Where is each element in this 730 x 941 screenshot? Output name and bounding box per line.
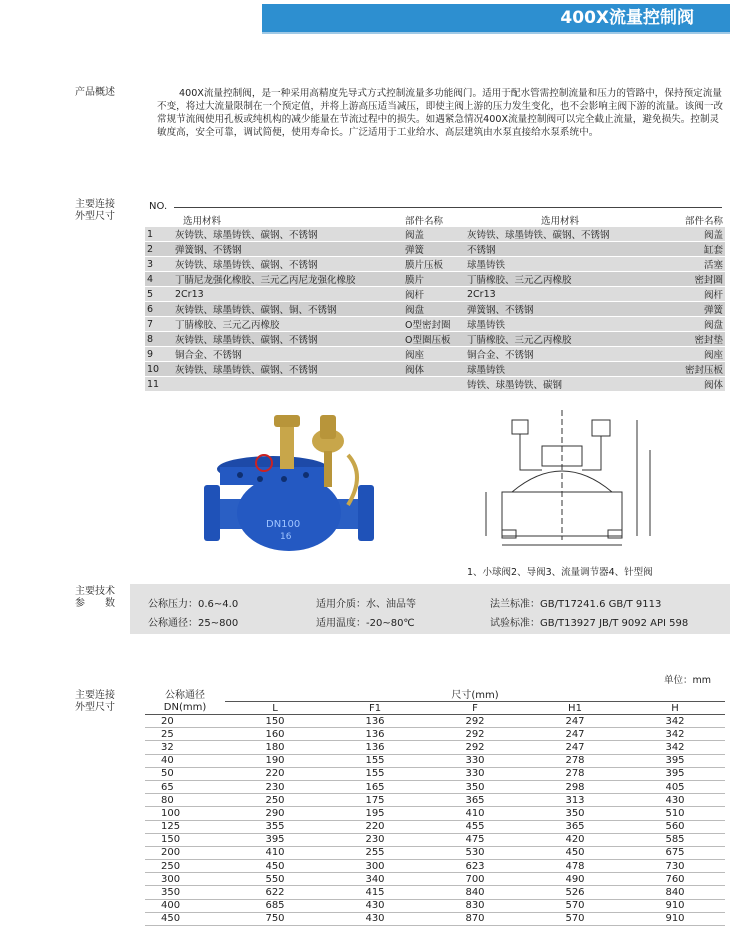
dimensions-cell: 342 <box>625 741 725 754</box>
dimensions-header-row-2 <box>145 702 725 715</box>
materials-cell: 11 <box>145 377 173 392</box>
materials-cell: 球墨铸铁 <box>465 362 655 377</box>
specs-label-line1: 主要技术 <box>75 586 115 597</box>
dimensions-cell: 430 <box>325 899 425 912</box>
dimensions-cell: 430 <box>325 912 425 925</box>
dimensions-cell: 160 <box>225 728 325 741</box>
dimensions-row <box>145 754 725 767</box>
dimensions-row <box>145 807 725 820</box>
materials-cell: 球墨铸铁 <box>465 317 655 332</box>
dimensions-row <box>145 741 725 754</box>
materials-header-row <box>145 213 725 227</box>
dimensions-cell: 278 <box>525 754 625 767</box>
specs-panel <box>130 584 730 634</box>
dimensions-cell: 415 <box>325 886 425 899</box>
dimensions-cell: 80 <box>145 794 225 807</box>
valve-body-illustration <box>204 415 374 551</box>
dimensions-cell: 330 <box>425 754 525 767</box>
materials-header-part-a: 部件名称 <box>405 216 444 227</box>
dimensions-cell: 675 <box>625 846 725 859</box>
col-header-F: F <box>472 702 478 714</box>
materials-header-material-a: 选用材料 <box>183 216 222 227</box>
dimensions-cell: 300 <box>325 860 425 873</box>
dimensions-cell: 150 <box>225 715 325 728</box>
materials-header-part-b: 部件名称 <box>684 216 723 227</box>
dimensions-cell: 200 <box>145 846 225 859</box>
materials-cell: 2Cr13 <box>465 287 655 302</box>
dimensions-cell: 50 <box>145 767 225 780</box>
materials-cell: 丁腈尼龙强化橡胶、三元乙丙尼龙强化橡胶 <box>173 272 403 287</box>
dimensions-cell: 155 <box>325 754 425 767</box>
materials-row <box>145 347 725 362</box>
dimensions-cell: 365 <box>425 794 525 807</box>
dimensions-cell: 365 <box>525 820 625 833</box>
materials-cell: 铜合金、不锈钢 <box>465 347 655 362</box>
dimensions-cell: 298 <box>525 780 625 793</box>
materials-cell: 密封垫 <box>655 332 725 347</box>
materials-cell: 膜片 <box>403 272 465 287</box>
dimensions-cell: 125 <box>145 820 225 833</box>
dimensions-cell: 330 <box>425 767 525 780</box>
materials-cell: 8 <box>145 332 173 347</box>
spec-diameter: 公称通径：25~800 <box>148 618 239 629</box>
materials-cell: 密封压板 <box>655 362 725 377</box>
dimensions-cell: 300 <box>145 873 225 886</box>
dimensions-cell: 150 <box>145 833 225 846</box>
materials-cell: O型圈压板 <box>403 332 465 347</box>
spec-medium: 适用介质：水、油品等 <box>316 599 416 610</box>
dimensions-cell: 313 <box>525 794 625 807</box>
dimensions-cell: 395 <box>625 754 725 767</box>
dimensions-cell: 136 <box>325 715 425 728</box>
materials-cell: 不锈钢 <box>465 242 655 257</box>
page-title: 400X流量控制阀 <box>560 8 694 28</box>
dimensions-row <box>145 886 725 899</box>
dimensions-row <box>145 899 725 912</box>
materials-cell: 弹簧 <box>403 242 465 257</box>
dimensions-cell: 247 <box>525 741 625 754</box>
size-header: 尺寸(mm) <box>225 686 725 702</box>
title-underline <box>262 32 730 34</box>
dimensions-cell: 730 <box>625 860 725 873</box>
dimensions-cell: 450 <box>145 912 225 925</box>
dimensions-cell: 350 <box>425 780 525 793</box>
materials-cell: 5 <box>145 287 173 302</box>
materials-cell <box>173 377 403 392</box>
materials-cell: 弹簧钢、不锈钢 <box>173 242 403 257</box>
materials-cell: 2 <box>145 242 173 257</box>
dimensions-row <box>145 794 725 807</box>
dimensions-cell: 395 <box>625 767 725 780</box>
dn-header-line2: DN(mm) <box>163 702 207 714</box>
dimensions-cell: 510 <box>625 807 725 820</box>
dimensions-cell: 475 <box>425 833 525 846</box>
dimensions-cell: 526 <box>525 886 625 899</box>
dimensions-cell: 342 <box>625 715 725 728</box>
dimensions-row <box>145 715 725 728</box>
dimensions-cell: 570 <box>525 899 625 912</box>
unit-label: 单位：mm <box>664 675 712 686</box>
materials-cell: 灰铸铁、球墨铸铁、碳钢、不锈钢 <box>465 227 655 242</box>
materials-cell: 灰铸铁、球墨铸铁、碳钢、不锈钢 <box>173 362 403 377</box>
dimensions-cell: 355 <box>225 820 325 833</box>
materials-cell: 阀盖 <box>403 227 465 242</box>
materials-cell: 阀体 <box>403 362 465 377</box>
dimensions-cell: 405 <box>625 780 725 793</box>
dimensions-cell: 840 <box>425 886 525 899</box>
dimensions-cell: 622 <box>225 886 325 899</box>
materials-row <box>145 302 725 317</box>
spec-flange: 法兰标准：GB/T17241.6 GB/T 9113 <box>490 599 662 610</box>
materials-cell: 丁腈橡胶、三元乙丙橡胶 <box>173 317 403 332</box>
materials-cell: O型密封圈 <box>403 317 465 332</box>
dimensions-cell: 478 <box>525 860 625 873</box>
col-header-L: L <box>272 702 278 714</box>
materials-cell: 丁腈橡胶、三元乙丙橡胶 <box>465 332 655 347</box>
dimensions-label-line1: 主要连接 <box>75 690 115 701</box>
materials-table <box>145 213 725 392</box>
materials-cell: 球墨铸铁 <box>465 257 655 272</box>
materials-cell: 2Cr13 <box>173 287 403 302</box>
dimensions-cell: 255 <box>325 846 425 859</box>
materials-cell: 丁腈橡胶、三元乙丙橡胶 <box>465 272 655 287</box>
materials-row <box>145 272 725 287</box>
dimensions-row <box>145 728 725 741</box>
dimensions-cell: 623 <box>425 860 525 873</box>
materials-row <box>145 362 725 377</box>
materials-row <box>145 227 725 242</box>
valve-photo <box>198 405 380 555</box>
dimensions-cell: 65 <box>145 780 225 793</box>
dimensions-cell: 760 <box>625 873 725 886</box>
materials-header-material-b: 选用材料 <box>540 216 579 227</box>
dimensions-cell: 840 <box>625 886 725 899</box>
dimensions-cell: 400 <box>145 899 225 912</box>
dimensions-cell: 342 <box>625 728 725 741</box>
valve-schematic-drawing <box>482 400 657 550</box>
overview-label: 产品概述 <box>75 87 115 98</box>
spec-test: 试验标准：GB/T13927 JB/T 9092 API 598 <box>490 618 689 629</box>
dimensions-cell: 450 <box>525 846 625 859</box>
dimensions-cell: 700 <box>425 873 525 886</box>
dimensions-header-row-1 <box>145 686 725 702</box>
dimensions-cell: 410 <box>425 807 525 820</box>
dimensions-cell: 250 <box>225 794 325 807</box>
dimensions-cell: 25 <box>145 728 225 741</box>
materials-cell: 缸套 <box>655 242 725 257</box>
materials-section-label <box>75 199 115 223</box>
materials-cell: 灰铸铁、球墨铸铁、碳钢、不锈钢 <box>173 257 403 272</box>
dimensions-row <box>145 833 725 846</box>
materials-cell: 灰铸铁、球墨铸铁、碳钢、不锈钢 <box>173 227 403 242</box>
materials-cell: 铸铁、球墨铸铁、碳钢 <box>465 377 655 392</box>
materials-cell: 阀盖 <box>655 227 725 242</box>
dimensions-cell: 180 <box>225 741 325 754</box>
materials-cell: 弹簧钢、不锈钢 <box>465 302 655 317</box>
materials-cell: 3 <box>145 257 173 272</box>
dimensions-cell: 570 <box>525 912 625 925</box>
dimensions-cell: 20 <box>145 715 225 728</box>
materials-label-line2: 外型尺寸 <box>75 211 115 222</box>
dimensions-cell: 136 <box>325 741 425 754</box>
materials-cell: 阀盘 <box>403 302 465 317</box>
dimensions-cell: 155 <box>325 767 425 780</box>
dimensions-cell: 247 <box>525 728 625 741</box>
col-header-H1: H1 <box>568 702 582 714</box>
materials-row <box>145 257 725 272</box>
materials-header-no <box>145 213 173 227</box>
materials-cell: 灰铸铁、球墨铸铁、碳钢、不锈钢 <box>173 332 403 347</box>
materials-cell: 膜片压板 <box>403 257 465 272</box>
dimensions-cell: 230 <box>325 833 425 846</box>
dimensions-row <box>145 912 725 925</box>
dimensions-cell: 340 <box>325 873 425 886</box>
dimensions-cell: 685 <box>225 899 325 912</box>
materials-row <box>145 242 725 257</box>
dimensions-section-label <box>75 690 115 714</box>
dimensions-cell: 750 <box>225 912 325 925</box>
dimensions-cell: 190 <box>225 754 325 767</box>
no-divider <box>174 207 722 208</box>
materials-row <box>145 332 725 347</box>
materials-row <box>145 287 725 302</box>
materials-cell: 4 <box>145 272 173 287</box>
materials-cell: 密封圈 <box>655 272 725 287</box>
dimensions-cell: 430 <box>625 794 725 807</box>
dimensions-cell: 230 <box>225 780 325 793</box>
dimensions-cell: 292 <box>425 715 525 728</box>
spec-temperature: 适用温度：-20~80℃ <box>316 618 415 629</box>
materials-label-line1: 主要连接 <box>75 199 115 210</box>
figure-caption: 1、小球阀2、导阀3、流量调节器4、针型阀 <box>467 567 653 578</box>
dimensions-cell: 490 <box>525 873 625 886</box>
overview-text: 400X流量控制阀，是一种采用高精度先导式方式控制流量多功能阀门。适用于配水管需控制流量和压力的管路中，保持预定流量不变，将过大流量限制在一个预定值，并将上游高压适当减压，即使主阀上游的压力发生变化，也不会影响主阀下游的流量。该阀一改常规节流阀使用孔板或纯机构的减少能量在节流过程中的损失。如遇紧急情况400X流量控制阀可以完全截止流量，避免损失。控制灵敏度高，安全可靠，调试简便，使用寿命长。广泛适用于工业给水、高层建筑由水泵直接给水泵系统中。 <box>157 88 724 138</box>
dimensions-cell: 410 <box>225 846 325 859</box>
materials-cell: 阀体 <box>655 377 725 392</box>
dimensions-label-line2: 外型尺寸 <box>75 702 115 713</box>
dimensions-row <box>145 873 725 886</box>
dn-header-line1: 公称通径 <box>165 690 205 702</box>
dimensions-cell: 420 <box>525 833 625 846</box>
spec-pressure: 公称压力：0.6~4.0 <box>148 599 239 610</box>
specs-section-label <box>75 586 115 610</box>
materials-cell: 活塞 <box>655 257 725 272</box>
materials-cell: 6 <box>145 302 173 317</box>
no-label: NO. <box>149 201 168 212</box>
valve-marking-pn: 16 <box>280 532 292 542</box>
materials-row <box>145 377 725 392</box>
materials-cell: 阀座 <box>403 347 465 362</box>
dimensions-row <box>145 780 725 793</box>
dimensions-cell: 250 <box>145 860 225 873</box>
materials-cell: 1 <box>145 227 173 242</box>
dimensions-cell: 350 <box>525 807 625 820</box>
dimensions-cell: 350 <box>145 886 225 899</box>
dimensions-cell: 450 <box>225 860 325 873</box>
dimensions-table <box>145 686 725 926</box>
dimensions-cell: 40 <box>145 754 225 767</box>
materials-cell: 铜合金、不锈钢 <box>173 347 403 362</box>
materials-cell: 7 <box>145 317 173 332</box>
materials-cell: 阀杆 <box>655 287 725 302</box>
dimensions-cell: 910 <box>625 899 725 912</box>
dimensions-cell: 550 <box>225 873 325 886</box>
dimensions-cell: 870 <box>425 912 525 925</box>
page-title-banner <box>262 4 730 32</box>
specs-label-line2: 参 数 <box>75 598 115 609</box>
materials-cell: 10 <box>145 362 173 377</box>
dimensions-cell: 220 <box>325 820 425 833</box>
materials-cell: 灰铸铁、球墨铸铁、碳钢、铜、不锈钢 <box>173 302 403 317</box>
dimensions-cell: 220 <box>225 767 325 780</box>
dimensions-cell: 278 <box>525 767 625 780</box>
dimensions-cell: 175 <box>325 794 425 807</box>
col-header-F1: F1 <box>368 702 382 714</box>
valve-marking-dn: DN100 <box>266 519 301 530</box>
dimensions-cell: 530 <box>425 846 525 859</box>
materials-cell <box>403 377 465 392</box>
dimensions-cell: 32 <box>145 741 225 754</box>
materials-row <box>145 317 725 332</box>
dimensions-cell: 292 <box>425 728 525 741</box>
dimensions-row <box>145 820 725 833</box>
col-header-H: H <box>671 702 679 714</box>
dimensions-cell: 292 <box>425 741 525 754</box>
dimensions-cell: 560 <box>625 820 725 833</box>
materials-cell: 阀盘 <box>655 317 725 332</box>
dimensions-row <box>145 846 725 859</box>
dimensions-cell: 290 <box>225 807 325 820</box>
dimensions-cell: 100 <box>145 807 225 820</box>
dimensions-row <box>145 767 725 780</box>
dimensions-row <box>145 860 725 873</box>
dimensions-cell: 830 <box>425 899 525 912</box>
dimensions-cell: 585 <box>625 833 725 846</box>
dimensions-cell: 910 <box>625 912 725 925</box>
materials-cell: 9 <box>145 347 173 362</box>
dimensions-cell: 395 <box>225 833 325 846</box>
materials-cell: 阀座 <box>655 347 725 362</box>
materials-cell: 阀杆 <box>403 287 465 302</box>
materials-cell: 弹簧 <box>655 302 725 317</box>
dimensions-cell: 136 <box>325 728 425 741</box>
dimensions-cell: 165 <box>325 780 425 793</box>
dimensions-cell: 247 <box>525 715 625 728</box>
dimensions-cell: 455 <box>425 820 525 833</box>
dimensions-cell: 195 <box>325 807 425 820</box>
